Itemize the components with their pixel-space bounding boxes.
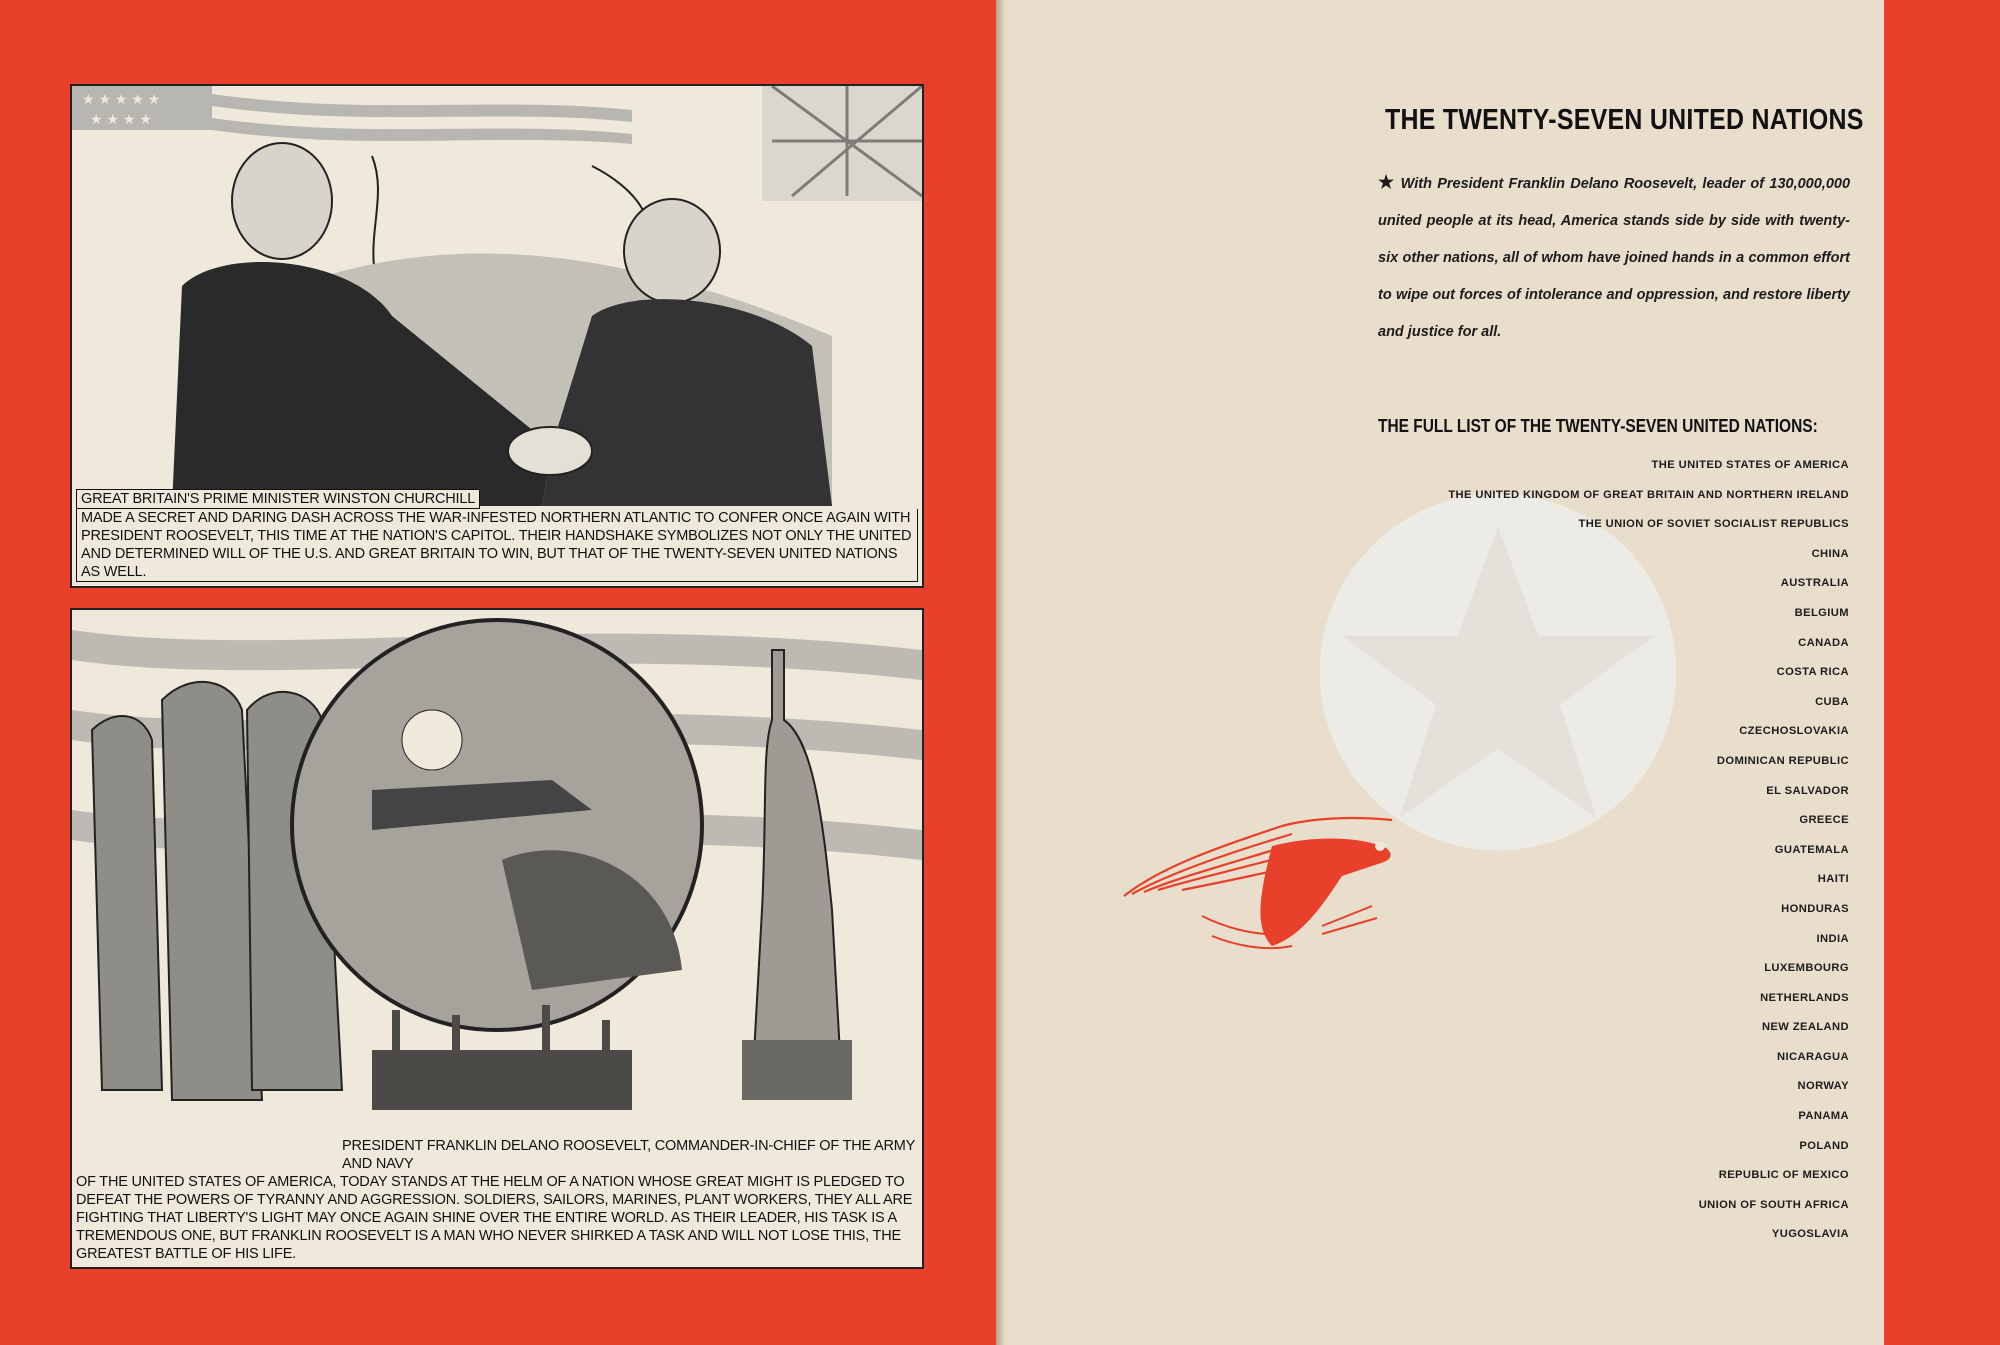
intro-text: With President Franklin Delano Roosevelt, leader of 130,000,000 united people at its head, America stands side by side with twenty-six other nations, all of whom have joined hands in a common effort to wipe out forces of intolerance and oppression, and restore liberty and justice for all. — [1378, 176, 1851, 340]
illustration-panel-roosevelt — [70, 608, 924, 1269]
nation-list-item: INDIA — [1816, 932, 1849, 945]
nations-list-heading: THE FULL LIST OF THE TWENTY-SEVEN UNITED NATIONS: — [1378, 416, 1818, 436]
right-page-edge — [1884, 0, 2000, 1345]
nation-list-item: CUBA — [1815, 695, 1849, 708]
caption-roosevelt-body: OF THE UNITED STATES OF AMERICA, TODAY STANDS AT THE HELM OF A NATION WHOSE GREAT MIGHT IS PLEDGED TO DEFEAT THE POWERS OF TYRANNY AND AGGRESSION. SOLDIERS, SAILORS, MARINES, PLANT WORKERS, THEY ALL ARE FIGHTING THAT LIBERTY'S LIGHT MAY ONCE AGAIN SHINE OVER THE ENTIRE WORLD. AS THEIR LEADER, HIS TASK IS A TREMENDOUS ONE, BUT FRANKLIN ROOSEVELT IS A MAN WHO NEVER SHIRKED A TASK AND WILL NOT LOSE THIS, THE GREATEST BATTLE OF HIS LIFE. — [76, 1174, 913, 1262]
nation-list-item: COSTA RICA — [1776, 666, 1849, 679]
nation-list-item: NORWAY — [1797, 1080, 1849, 1093]
nation-list-item: POLAND — [1799, 1139, 1849, 1152]
nation-list-item: CHINA — [1811, 547, 1849, 560]
nation-list-item: NICARAGUA — [1777, 1050, 1849, 1063]
nation-list-item: REPUBLIC OF MEXICO — [1718, 1169, 1849, 1182]
nation-list-item: DOMINICAN REPUBLIC — [1716, 754, 1849, 767]
nation-list-item: BELGIUM — [1794, 606, 1849, 619]
nation-list-item: GREECE — [1799, 814, 1849, 827]
illustration-panel-handshake — [70, 84, 924, 588]
nation-list-item: GUATEMALA — [1774, 843, 1849, 856]
caption-handshake-body: MADE A SECRET AND DARING DASH ACROSS THE WAR-INFESTED NORTHERN ATLANTIC TO CONFER ONCE AGAIN WITH PRESIDENT ROOSEVELT, THIS TIME AT THE NATION'S CAPITOL. THEIR HANDSHAKE SYMBOLIZES NOT ONLY THE UNITED AND DETERMINED WILL OF THE U.S. AND GREAT BRITAIN TO WIN, BUT THAT OF THE TWENTY-SEVEN UNITED NATIONS AS WELL. — [76, 509, 918, 582]
nation-list-item: THE UNION OF SOVIET SOCIALIST REPUBLICS — [1578, 518, 1849, 531]
nation-list-item: HONDURAS — [1781, 902, 1849, 915]
nation-list-item: YUGOSLAVIA — [1771, 1228, 1849, 1241]
nation-list-item: UNION OF SOUTH AFRICA — [1698, 1198, 1849, 1211]
nation-list-item: NEW ZEALAND — [1761, 1021, 1849, 1034]
caption-handshake — [76, 489, 918, 582]
nation-list-item: AUSTRALIA — [1780, 577, 1849, 590]
nation-list-item: PANAMA — [1798, 1110, 1849, 1123]
caption-roosevelt-heading: PRESIDENT FRANKLIN DELANO ROOSEVELT, COMMANDER-IN-CHIEF OF THE ARMY AND NAVY — [342, 1138, 915, 1172]
armed-forces-illustration — [72, 610, 922, 1140]
nation-list-item: THE UNITED KINGDOM OF GREAT BRITAIN AND NORTHERN IRELAND — [1448, 488, 1849, 501]
nations-list — [1208, 451, 1849, 1250]
svg-text:★ ★ ★ ★: ★ ★ ★ ★ — [90, 111, 152, 127]
handshake-illustration — [72, 86, 922, 506]
nation-list-item: LUXEMBOURG — [1764, 962, 1849, 975]
nation-list-item: CZECHOSLOVAKIA — [1739, 725, 1849, 738]
nation-list-item: NETHERLANDS — [1760, 991, 1849, 1004]
caption-roosevelt — [74, 1137, 920, 1263]
star-bullet-icon: ★ — [1378, 172, 1396, 192]
caption-handshake-heading: GREAT BRITAIN'S PRIME MINISTER WINSTON CHURCHILL — [76, 489, 480, 509]
nation-list-item: THE UNITED STATES OF AMERICA — [1651, 459, 1849, 471]
nation-list-item: CANADA — [1798, 636, 1849, 649]
page-title: THE TWENTY-SEVEN UNITED NATIONS — [1385, 104, 1864, 136]
right-page — [1008, 0, 1888, 1345]
nation-list-item: HAITI — [1817, 873, 1849, 886]
intro-paragraph — [1378, 164, 1850, 351]
svg-text:★ ★ ★ ★ ★: ★ ★ ★ ★ ★ — [82, 91, 161, 107]
nation-list-item: EL SALVADOR — [1766, 784, 1849, 797]
